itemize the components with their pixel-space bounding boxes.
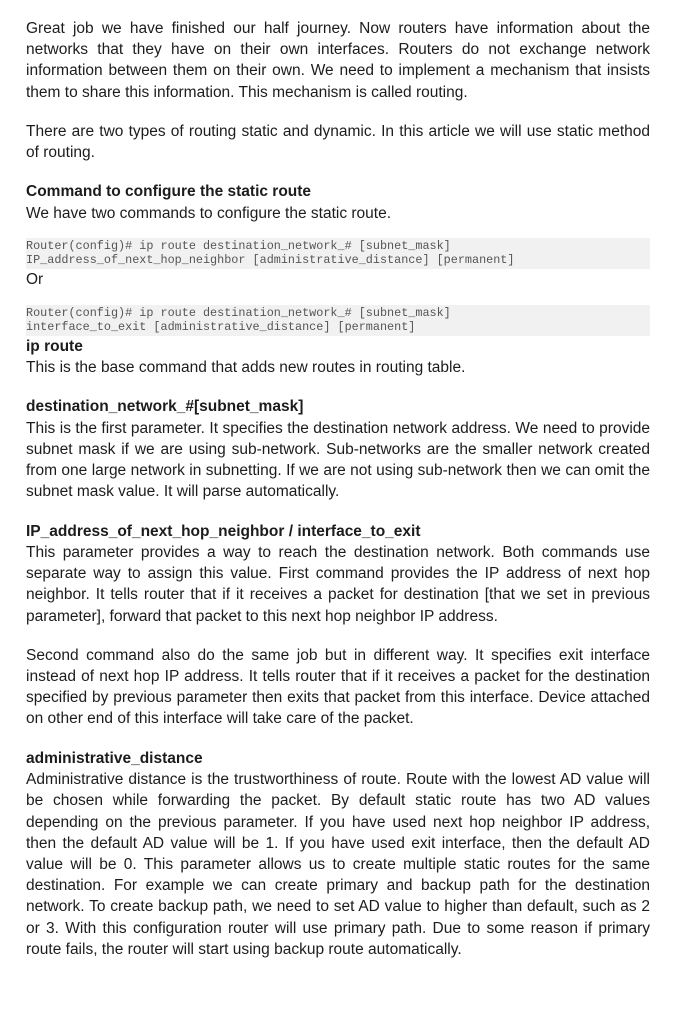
spacer [26,730,650,748]
spacer [26,163,650,181]
destination-network-paragraph: This is the first parameter. It specifies the destination network address. We need to provide subnet mask if we are using sub-network. Sub-networks are the smaller network created from one large network in subnetting. If we are not using sub-network then we can omit the subnet mask value. It will parse automatically. [26,419,650,501]
destination-network-heading: destination_network_#[subnet_mask] [26,398,304,416]
spacer [26,627,650,645]
spacer [26,503,650,521]
or-label: Or [26,270,44,288]
spacer [26,103,650,121]
code-block-exit-interface: Router(config)# ip route destination_network_# [subnet_mask] interface_to_exit [administrative_distance] [permanent] [26,305,650,336]
intro-paragraph: Great job we have finished our half journey. Now routers have information about the networks that they have on their own interfaces. Routers do not exchange network information between them on their own. We need to implement a mechanism that insists them to share this information. This mechanism is called routing. [26,20,650,101]
ip-route-paragraph: This is the base command that adds new routes in routing table. [26,359,466,377]
next-hop-heading: IP_address_of_next_hop_neighbor / interface_to_exit [26,522,421,540]
administrative-distance-heading: administrative_distance [26,749,203,767]
article [26,18,650,960]
spacer [26,224,650,238]
administrative-distance-paragraph: Administrative distance is the trustworthiness of route. Route with the lowest AD value will be chosen while forwarding the packet. By default static route has two AD values depending on the previous parameter. If you have used next hop neighbor IP address, then the default AD value will be 1. If you have used exit interface, then the default AD value will be 0. This parameter allows us to create multiple static routes for the same destination. For example we can create primary and backup path for the destination network. To create backup path, we need to set AD value to higher than default, such as 2 or 3. With this configuration router will use primary path. Due to some reason if primary route fails, the router will start using backup route automatically. [26,771,650,958]
routing-types-paragraph: There are two types of routing static and dynamic. In this article we will use static method of routing. [26,122,650,162]
ip-route-heading: ip route [26,337,83,355]
code-block-next-hop: Router(config)# ip route destination_network_# [subnet_mask] IP_address_of_next_hop_neighbor [administrative_distance] [permanent] [26,238,650,269]
spacer [26,378,650,396]
next-hop-paragraph: This parameter provides a way to reach the destination network. Both commands use separate way to assign this value. First command provides the IP address of next hop neighbor. It tells router that if it receives a packet for destination [that we set in previous parameter], forward that packet to this next hop neighbor IP address. [26,544,650,625]
exit-interface-paragraph: Second command also do the same job but in different way. It specifies exit interface instead of next hop IP address. It tells router that if it receives a packet for the destination specified by previous parameter then exits that packet from this interface. Device attached on other end of this interface will take care of the packet. [26,646,650,728]
command-paragraph: We have two commands to configure the static route. [26,204,392,222]
spacer [26,290,650,305]
command-heading: Command to configure the static route [26,183,312,201]
